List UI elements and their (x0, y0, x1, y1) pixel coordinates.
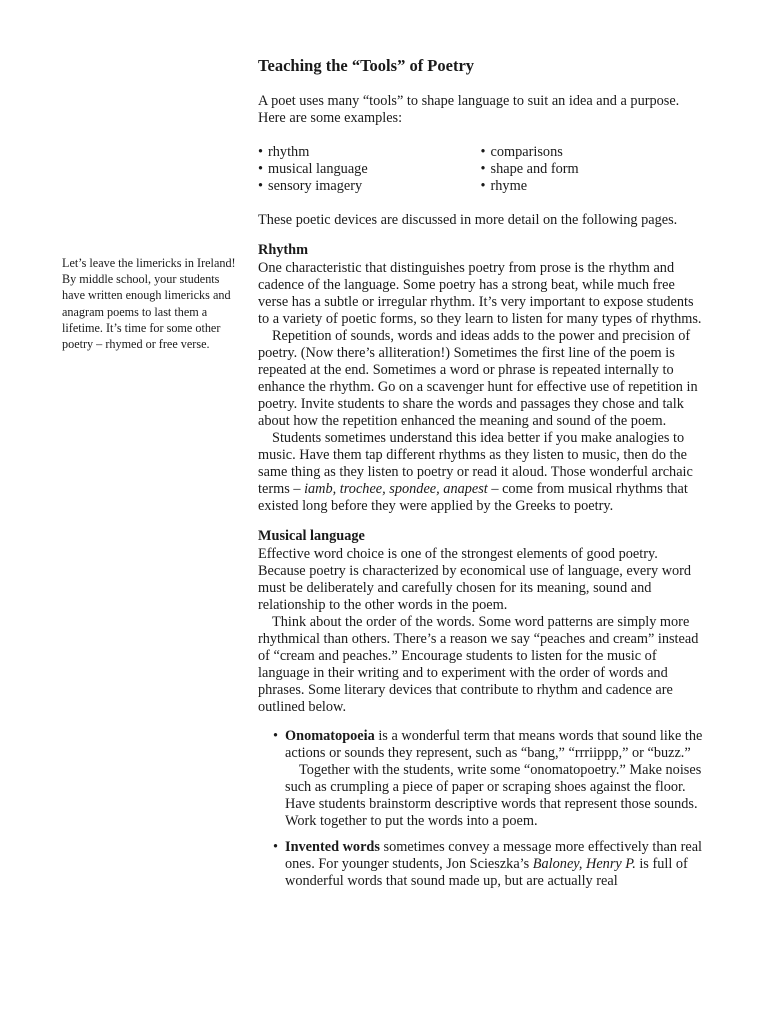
tools-list (258, 144, 703, 195)
tools-column-left (258, 144, 481, 195)
tools-column-right (481, 144, 704, 195)
rhythm-heading: Rhythm (258, 242, 309, 258)
list-item: • musical language (258, 161, 481, 178)
devices-paragraph: These poetic devices are discussed in more detail on the following pages. (258, 212, 678, 228)
onomatopoeia-activity: Together with the students, write some “onomatopoetry.” Make noises such as crumpling a piece of paper or scraping shoes against the floor. Have students brainstorm descriptive words that represent those sounds. Work together to put the words into a poem. (285, 762, 702, 829)
list-item: • comparisons (481, 144, 704, 161)
rhythm-section (258, 241, 703, 515)
page-body (258, 55, 703, 899)
intro-paragraph: A poet uses many “tools” to shape language to suit an idea and a purpose. Here are some examples: (258, 93, 680, 126)
devices-list (258, 728, 703, 890)
onomatopoeia-paragraph (285, 728, 703, 762)
onomatopoeia-text: is a wonderful term that means words that sound like the actions or sounds they represent, such as “bang,” “rrriippp,” or “buzz.” (285, 728, 703, 761)
list-item: • sensory imagery (258, 178, 481, 195)
rhythm-paragraph-3-start: Students sometimes understand this idea better if you make analogies to music. Have them tap different rhythms as they listen to music, then do the same thing as they listen to poetry or read it aloud. Those wonderful archaic terms – (258, 430, 693, 497)
book-title: Baloney, Henry P. (532, 856, 636, 872)
invented-words-term: Invented words (285, 839, 380, 855)
onomatopoeia-term: Onomatopoeia (285, 728, 375, 744)
musical-paragraph-2: Think about the order of the words. Some word patterns are simply more rhythmical than others. There’s a reason we say “peaches and cream” instead of “cream and peaches.” Encourage students to listen for the music of language in their writing and to experiment with the order of words and phrases. Some literary devices that contribute to rhythm and cadence are outlined below. (258, 614, 699, 715)
list-item (285, 839, 703, 890)
musical-language-heading: Musical language (258, 528, 365, 544)
invented-words-paragraph (285, 839, 703, 890)
margin-note (62, 255, 240, 352)
rhythm-paragraph-3 (258, 430, 703, 515)
rhythm-paragraph-2: Repetition of sounds, words and ideas adds to the power and precision of poetry. (Now there’s alliteration!) Sometimes the first line of the poem is repeated at the end. Sometimes a word or phrase is repeated internally to enhance the rhythm. Go on a scavenger hunt for effective use of repetition in poetry. Invite students to share the words and passages they chose and talk about how the repetition enhanced the meaning and sound of the poem. (258, 328, 698, 429)
list-item: • shape and form (481, 161, 704, 178)
page-title: Teaching the “Tools” of Poetry (258, 56, 475, 75)
list-item: • rhythm (258, 144, 481, 161)
musical-paragraph-1: Effective word choice is one of the strongest elements of good poetry. Because poetry is characterized by economical use of language, every word must be deliberately and carefully chosen for its meaning, sound and relationship to the other words in the poem. (258, 546, 692, 613)
musical-language-section (258, 527, 703, 890)
invented-words-end: is full of wonderful words that sound made up, but are actually real (285, 856, 688, 889)
meter-terms: iamb, trochee, spondee, anapest (304, 481, 488, 497)
list-item: • rhyme (481, 178, 704, 195)
list-item (285, 728, 703, 830)
rhythm-paragraph-3-end: – come from musical rhythms that existed long before they were applied by the Greeks to poetry. (258, 481, 688, 514)
rhythm-paragraph-1: One characteristic that distinguishes poetry from prose is the rhythm and cadence of the language. Some poetry has a strong beat, while much free verse has a subtle or irregular rhythm. It’s very important to expose students to a variety of poetic forms, so they learn to listen for many types of rhythms. (258, 260, 702, 327)
margin-note-text: Let’s leave the limericks in Ireland! By middle school, your students have written enough limericks and anagram poems to last them a lifetime. It’s time for some other poetry – rhymed or free verse. (62, 256, 236, 352)
invented-words-text: sometimes convey a message more effectively than real ones. For younger students, Jon Scieszka’s (285, 839, 703, 872)
